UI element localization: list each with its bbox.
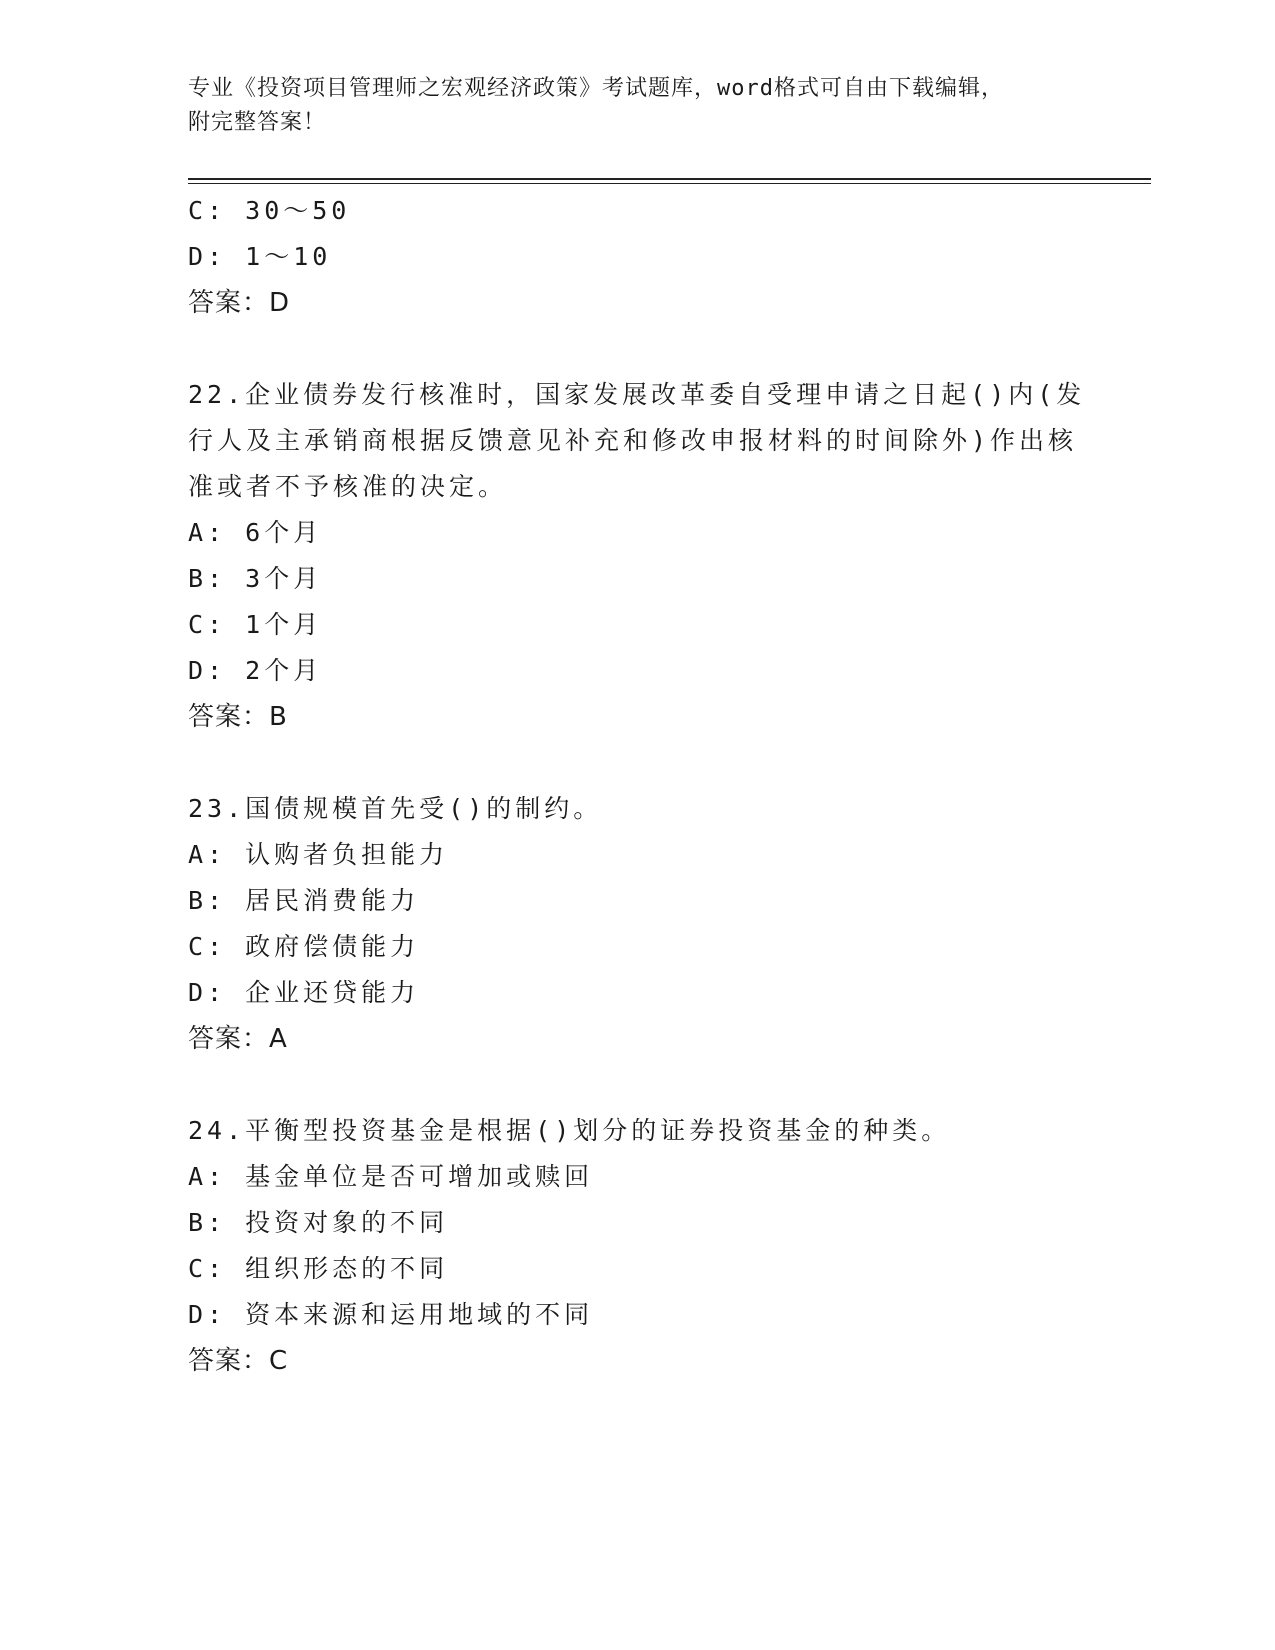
option-d: D: 资本来源和运用地域的不同: [188, 1300, 594, 1329]
spacer: [188, 326, 1088, 372]
document-header: [188, 72, 1088, 140]
question-text: 行人及主承销商根据反馈意见补充和修改申报材料的时间除外)作出核: [188, 426, 1078, 455]
option-c: C: 政府偿债能力: [188, 932, 420, 961]
option-d: D: 2个月: [188, 656, 323, 685]
option-b: B: 3个月: [188, 564, 323, 593]
question-22: [188, 372, 1088, 740]
option-d: D: 1～10: [188, 242, 332, 271]
carryover-question: [188, 188, 1088, 326]
option-b: B: 居民消费能力: [188, 886, 420, 915]
option-a: A: 基金单位是否可增加或赎回: [188, 1162, 594, 1191]
answer: 答案：A: [188, 1024, 288, 1054]
option-a: A: 认购者负担能力: [188, 840, 449, 869]
question-content: [188, 188, 1088, 1384]
question-text: 准或者不予核准的决定。: [188, 472, 508, 501]
spacer: [188, 740, 1088, 786]
answer: 答案：C: [188, 1346, 289, 1376]
spacer: [188, 1062, 1088, 1108]
option-b: B: 投资对象的不同: [188, 1208, 449, 1237]
header-divider-thin: [188, 183, 1151, 184]
question-text: 23.国债规模首先受()的制约。: [188, 794, 603, 823]
header-line-2: 附完整答案！: [188, 110, 327, 135]
option-a: A: 6个月: [188, 518, 323, 547]
option-c: C: 组织形态的不同: [188, 1254, 449, 1283]
option-c: C: 1个月: [188, 610, 323, 639]
header-line-1: 专业《投资项目管理师之宏观经济政策》考试题库，word格式可自由下载编辑，: [188, 76, 1004, 101]
question-24: [188, 1108, 1088, 1384]
header-divider-thick: [188, 178, 1151, 180]
answer: 答案：D: [188, 288, 291, 318]
option-c: C: 30～50: [188, 196, 351, 225]
question-text: 22.企业债券发行核准时，国家发展改革委自受理申请之日起()内(发: [188, 380, 1086, 409]
option-d: D: 企业还贷能力: [188, 978, 420, 1007]
question-23: [188, 786, 1088, 1062]
answer: 答案：B: [188, 702, 288, 732]
question-text: 24.平衡型投资基金是根据()划分的证券投资基金的种类。: [188, 1116, 951, 1145]
